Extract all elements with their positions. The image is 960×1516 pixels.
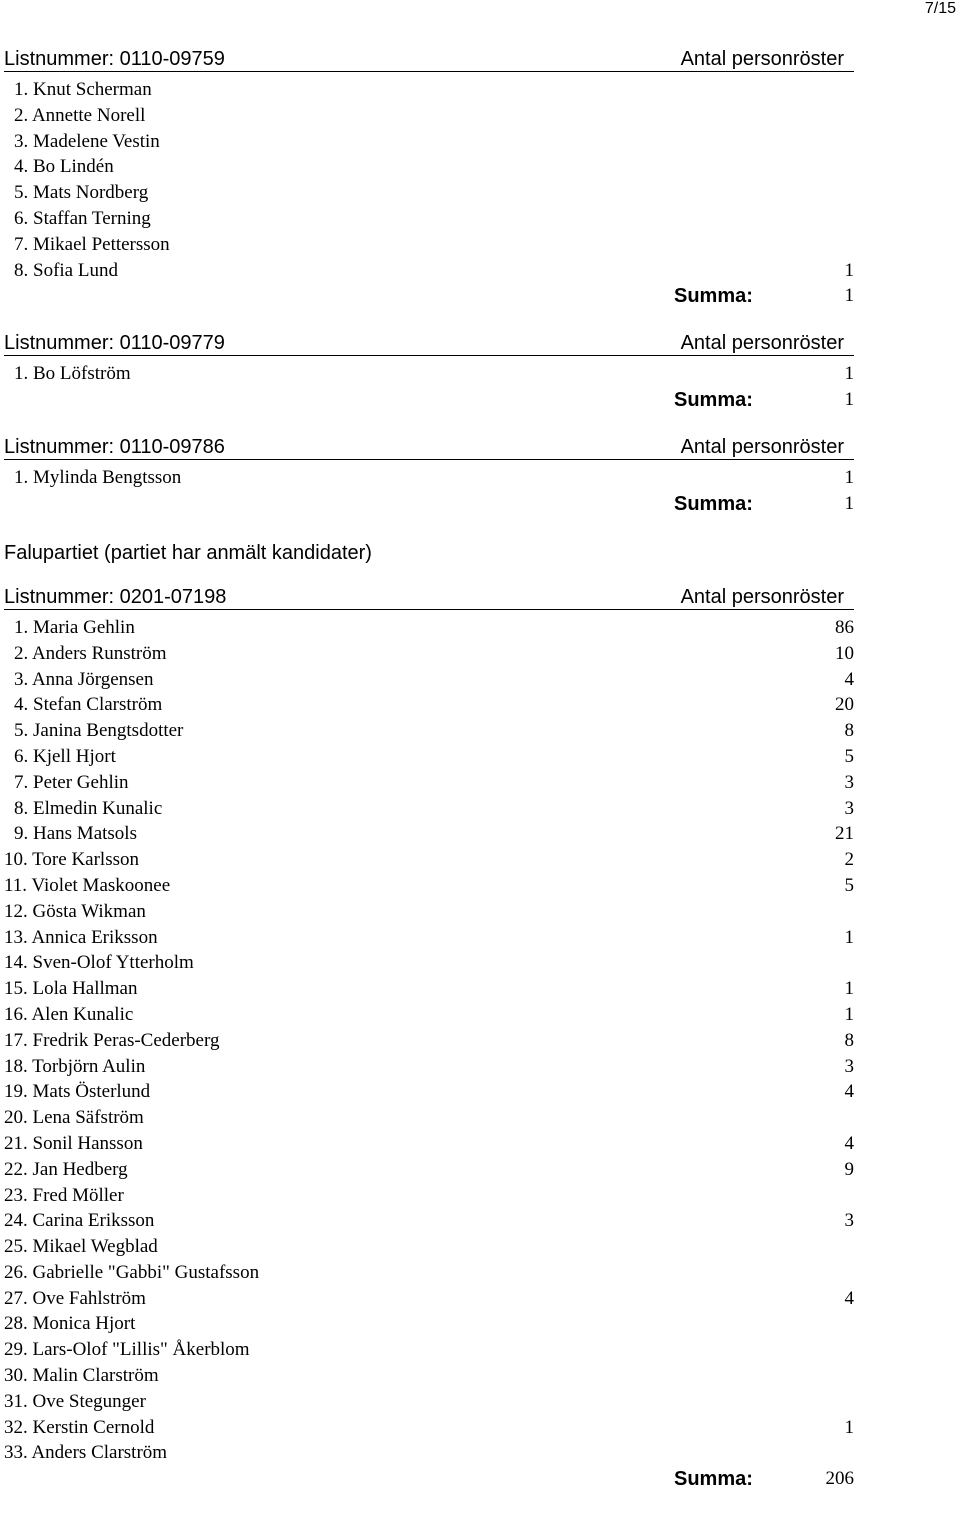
candidate-row [4,821,854,847]
list-label-text: Listnummer: [4,332,115,355]
candidate-name: 3. Anna Jörgensen [14,668,154,690]
candidate-votes: 4 [844,668,854,690]
candidate-name: 19. Mats Österlund [4,1081,151,1103]
list-number: 0110-09779 [119,332,225,355]
candidate-row [4,615,854,641]
candidate-row [4,1260,854,1286]
candidate-name: 1. Maria Gehlin [14,616,135,638]
candidate-name: 7. Mikael Pettersson [14,233,170,255]
candidate-votes [814,1337,854,1363]
candidate-votes: 1 [844,926,854,948]
candidate-row [4,1415,854,1441]
candidate-votes: 3 [844,1055,854,1077]
candidate-row [4,899,854,925]
candidate-row [4,1054,854,1080]
candidate-name: 28. Monica Hjort [4,1313,136,1335]
candidate-row [4,1286,854,1312]
candidate-votes: 2 [844,849,854,871]
list-section [4,327,854,431]
party-title: Falupartiet (partiet har anmält kandidater) [4,541,372,564]
list-number: 0110-09786 [119,436,225,459]
candidate-row [4,129,854,155]
candidate-name: 23. Fred Möller [4,1184,124,1206]
candidate-name: 29. Lars-Olof "Lillis" Åkerblom [4,1339,250,1361]
candidate-votes [814,1105,854,1131]
candidate-votes: 9 [844,1158,854,1180]
candidate-votes [814,154,854,180]
candidate-name: 12. Gösta Wikman [4,900,146,922]
section-gap [4,413,854,431]
candidate-name: 2. Annette Norell [14,104,146,126]
candidate-row [4,950,854,976]
candidate-name: 4. Bo Lindén [14,156,114,178]
candidate-row [4,103,854,129]
candidate-name: 22. Jan Hedberg [4,1158,128,1180]
candidate-row [4,1389,854,1415]
votes-column-header: Antal personröster [680,436,844,459]
list-label-text: Listnummer: [4,48,115,70]
candidate-row [4,873,854,899]
candidate-votes: 4 [844,1287,854,1309]
votes-column-header: Antal personröster [680,48,844,70]
list-number-label [4,48,225,71]
candidate-name: 11. Violet Maskoonee [4,874,171,896]
sum-value: 206 [825,1468,854,1490]
candidate-row [4,1079,854,1105]
candidate-row [4,77,854,103]
list-number: 0201-07198 [119,585,227,608]
candidate-list [4,72,854,283]
candidate-votes: 3 [844,1210,854,1232]
candidate-votes: 3 [844,797,854,819]
sum-label: Summa: [674,389,753,412]
candidate-votes [814,1440,854,1466]
candidate-name: 1. Knut Scherman [14,79,152,100]
list-section [4,581,854,1492]
sum-value: 1 [844,285,854,307]
candidate-name: 16. Alen Kunalic [4,1003,134,1025]
candidate-name: 27. Ove Fahlström [4,1287,146,1309]
candidate-row [4,744,854,770]
candidate-row [4,258,854,284]
candidate-row [4,770,854,796]
candidate-votes: 1 [844,363,854,385]
candidate-name: 2. Anders Runström [14,642,167,664]
sum-label: Summa: [674,285,753,308]
candidate-name: 25. Mikael Wegblad [4,1236,158,1258]
candidate-name: 10. Tore Karlsson [4,849,139,871]
candidate-row [4,925,854,951]
candidate-votes [814,1183,854,1209]
candidate-name: 14. Sven-Olof Ytterholm [4,952,194,974]
document-body [4,43,854,1492]
list-number-label [4,586,226,609]
candidate-votes: 3 [844,771,854,793]
sum-row [4,1466,854,1492]
candidate-row [4,1183,854,1209]
party-list-group [4,581,854,1492]
candidate-votes: 4 [844,1081,854,1103]
candidate-votes [814,1389,854,1415]
candidate-name: 26. Gabrielle "Gabbi" Gustafsson [4,1261,260,1283]
candidate-name: 24. Carina Eriksson [4,1210,155,1232]
candidate-list [4,356,854,387]
candidate-row [4,1131,854,1157]
candidate-row [4,641,854,667]
candidate-row [4,976,854,1002]
candidate-row [4,361,854,387]
candidate-row [4,718,854,744]
candidate-votes [814,180,854,206]
candidate-votes [814,1363,854,1389]
candidate-name: 31. Ove Stegunger [4,1390,146,1412]
list-header [4,327,854,356]
candidate-name: 5. Janina Bengtsdotter [14,720,184,742]
candidate-votes: 1 [844,259,854,281]
candidate-name: 32. Kerstin Cernold [4,1416,155,1438]
candidate-name: 13. Annica Eriksson [4,926,158,948]
list-header [4,431,854,460]
candidate-votes: 1 [844,1003,854,1025]
candidate-name: 5. Mats Nordberg [14,182,149,204]
candidate-row [4,206,854,232]
candidate-row [4,1234,854,1260]
candidate-votes [814,206,854,232]
candidate-name: 8. Elmedin Kunalic [14,797,163,819]
sum-value: 1 [844,492,854,514]
votes-column-header: Antal personröster [680,585,844,608]
candidate-votes [814,1311,854,1337]
candidate-votes: 86 [835,616,854,638]
candidate-row [4,1002,854,1028]
sum-row [4,491,854,517]
candidate-row [4,1208,854,1234]
lists-group [4,43,854,535]
list-header [4,581,854,610]
candidate-votes: 8 [844,1029,854,1051]
list-section [4,431,854,535]
candidate-votes [814,950,854,976]
candidate-votes [814,232,854,258]
candidate-name: 1. Bo Löfström [14,363,131,385]
candidate-votes: 5 [844,874,854,896]
list-label-text: Listnummer: [4,585,115,608]
list-number-label [4,332,225,355]
list-number-label [4,436,225,459]
list-section [4,43,854,327]
candidate-row [4,667,854,693]
candidate-votes: 5 [844,745,854,767]
candidate-votes: 8 [844,720,854,742]
list-label-text: Listnummer: [4,436,115,459]
candidate-votes: 20 [835,694,854,716]
page-number: 7/15 [924,0,956,17]
candidate-row [4,465,854,491]
candidate-row [4,796,854,822]
candidate-row [4,154,854,180]
candidate-list [4,610,854,1466]
candidate-row [4,1157,854,1183]
candidate-votes: 1 [844,1416,854,1438]
list-number: 0110-09759 [119,48,225,70]
candidate-row [4,1311,854,1337]
candidate-votes [814,1260,854,1286]
candidate-name: 30. Malin Clarström [4,1365,159,1387]
candidate-row [4,1440,854,1466]
candidate-name: 8. Sofia Lund [14,259,118,281]
candidate-row [4,847,854,873]
candidate-votes: 4 [844,1132,854,1154]
candidate-name: 3. Madelene Vestin [14,130,160,152]
candidate-row [4,232,854,258]
candidate-row [4,180,854,206]
candidate-votes: 1 [844,467,854,489]
candidate-name: 1. Mylinda Bengtsson [14,467,182,489]
sum-row [4,387,854,413]
candidate-votes [814,1234,854,1260]
candidate-votes [814,77,854,103]
candidate-votes: 1 [844,978,854,1000]
candidate-name: 6. Staffan Terning [14,207,151,229]
candidate-row [4,1028,854,1054]
candidate-name: 20. Lena Säfström [4,1107,144,1129]
candidate-row [4,692,854,718]
section-gap [4,517,854,535]
candidate-name: 9. Hans Matsols [14,823,137,845]
candidate-name: 18. Torbjörn Aulin [4,1055,146,1077]
sum-label: Summa: [674,492,753,515]
candidate-name: 6. Kjell Hjort [14,745,116,767]
candidate-name: 7. Peter Gehlin [14,771,129,793]
candidate-list [4,460,854,491]
candidate-votes [814,899,854,925]
candidate-votes: 10 [835,642,854,664]
candidate-votes [814,103,854,129]
section-gap [4,309,854,327]
candidate-votes: 21 [835,823,854,845]
candidate-name: 33. Anders Clarström [4,1442,168,1464]
candidate-name: 17. Fredrik Peras-Cederberg [4,1029,220,1051]
candidate-name: 21. Sonil Hansson [4,1132,143,1154]
sum-row [4,283,854,309]
candidate-name: 4. Stefan Clarström [14,694,163,716]
candidate-row [4,1337,854,1363]
sum-value: 1 [844,389,854,411]
list-header [4,43,854,72]
votes-column-header: Antal personröster [680,332,844,355]
sum-label: Summa: [674,1468,753,1491]
candidate-votes [814,129,854,155]
candidate-name: 15. Lola Hallman [4,978,138,1000]
candidate-row [4,1363,854,1389]
candidate-row [4,1105,854,1131]
